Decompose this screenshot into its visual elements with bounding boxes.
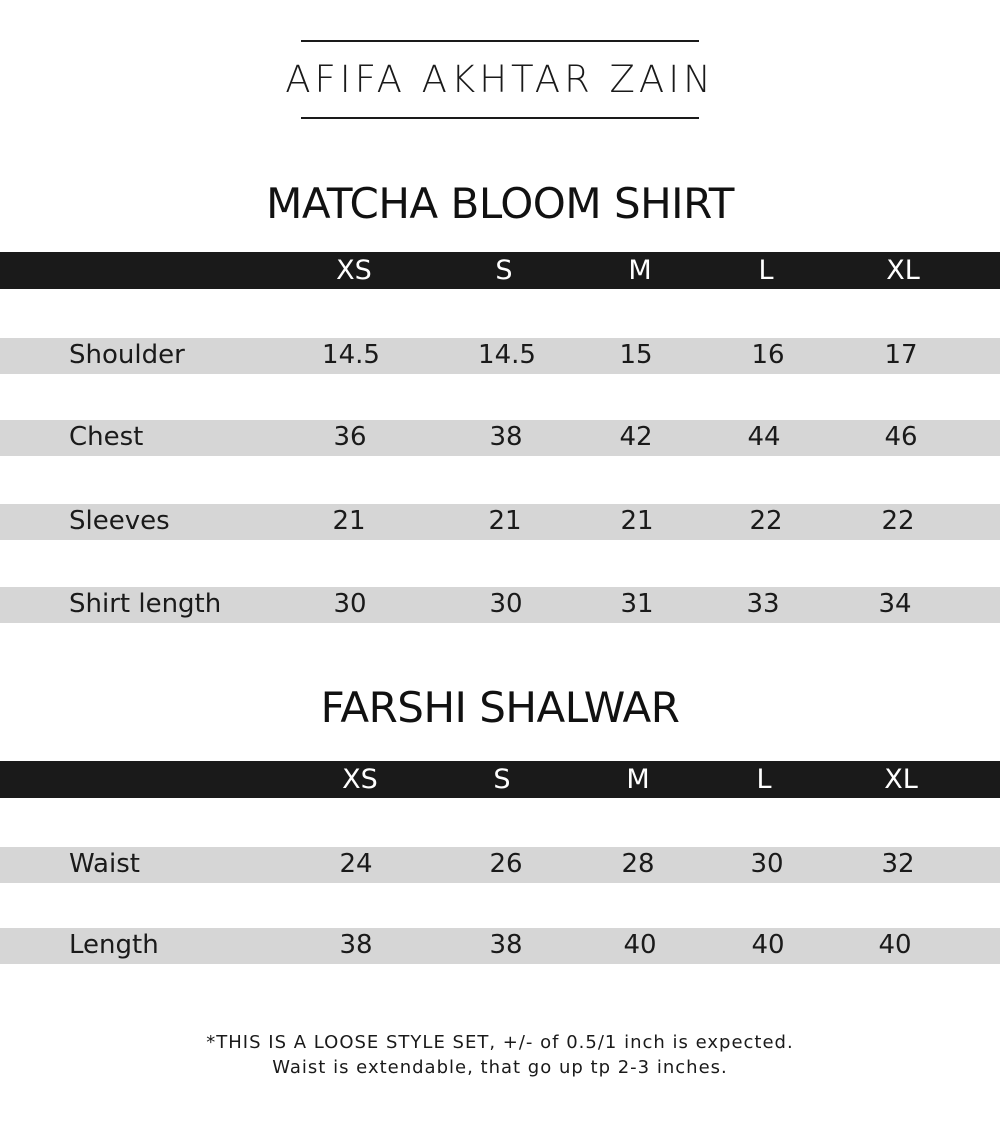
cell-xl: 17: [884, 340, 918, 370]
waist-note: Waist is extendable, that go up tp 2-3 inches.: [272, 1057, 728, 1078]
cell-xl: 34: [878, 589, 912, 619]
cell-s: 38: [489, 422, 523, 452]
cell-m: 31: [620, 589, 654, 619]
size-header-xl: XL: [886, 255, 920, 286]
cell-xs: 24: [339, 849, 373, 879]
cell-m: 28: [621, 849, 655, 879]
cell-xs: 38: [339, 930, 373, 960]
shirt-size-header: [0, 252, 1000, 289]
shirt-row-length: [0, 587, 1000, 623]
shirt-title: MATCHA BLOOM SHIRT: [266, 179, 734, 228]
cell-s: 14.5: [478, 340, 536, 370]
cell-xl: 40: [878, 930, 912, 960]
cell-m: 42: [619, 422, 653, 452]
row-label: Chest: [69, 422, 144, 452]
cell-l: 33: [746, 589, 780, 619]
size-header-xs: XS: [342, 764, 378, 795]
shalwar-title: FARSHI SHALWAR: [320, 683, 680, 732]
cell-m: 40: [623, 930, 657, 960]
size-header-m: M: [626, 764, 650, 795]
cell-s: 38: [489, 930, 523, 960]
row-label: Length: [69, 930, 159, 960]
cell-xl: 32: [881, 849, 915, 879]
shirt-row-chest: [0, 420, 1000, 456]
shalwar-row-waist: [0, 847, 1000, 883]
cell-l: 16: [751, 340, 785, 370]
shalwar-row-length: [0, 928, 1000, 964]
size-header-l: L: [758, 255, 774, 286]
cell-xl: 46: [884, 422, 918, 452]
brand-name: AFIFA AKHTAR ZAIN: [285, 58, 715, 101]
row-label: Shirt length: [69, 589, 222, 619]
fit-note: *THIS IS A LOOSE STYLE SET, +/- of 0.5/1 inch is expected.: [206, 1032, 794, 1053]
cell-l: 30: [750, 849, 784, 879]
size-header-xl: XL: [884, 764, 918, 795]
brand-top-rule: [301, 40, 699, 42]
cell-s: 30: [489, 589, 523, 619]
cell-l: 44: [747, 422, 781, 452]
size-header-m: M: [628, 255, 652, 286]
cell-s: 26: [489, 849, 523, 879]
cell-s: 21: [488, 506, 522, 536]
size-header-l: L: [756, 764, 772, 795]
shirt-row-shoulder: [0, 338, 1000, 374]
cell-l: 40: [751, 930, 785, 960]
size-header-s: S: [495, 255, 513, 286]
cell-m: 15: [619, 340, 653, 370]
shalwar-size-header: [0, 761, 1000, 798]
shirt-row-sleeves: [0, 504, 1000, 540]
brand-bottom-rule: [301, 117, 699, 119]
row-label: Sleeves: [69, 506, 170, 536]
size-header-s: S: [493, 764, 511, 795]
cell-xs: 14.5: [322, 340, 380, 370]
size-header-xs: XS: [336, 255, 372, 286]
cell-xs: 36: [333, 422, 367, 452]
cell-l: 22: [749, 506, 783, 536]
cell-xs: 30: [333, 589, 367, 619]
row-label: Shoulder: [69, 340, 185, 370]
row-label: Waist: [69, 849, 140, 879]
cell-xs: 21: [332, 506, 366, 536]
cell-xl: 22: [881, 506, 915, 536]
cell-m: 21: [620, 506, 654, 536]
